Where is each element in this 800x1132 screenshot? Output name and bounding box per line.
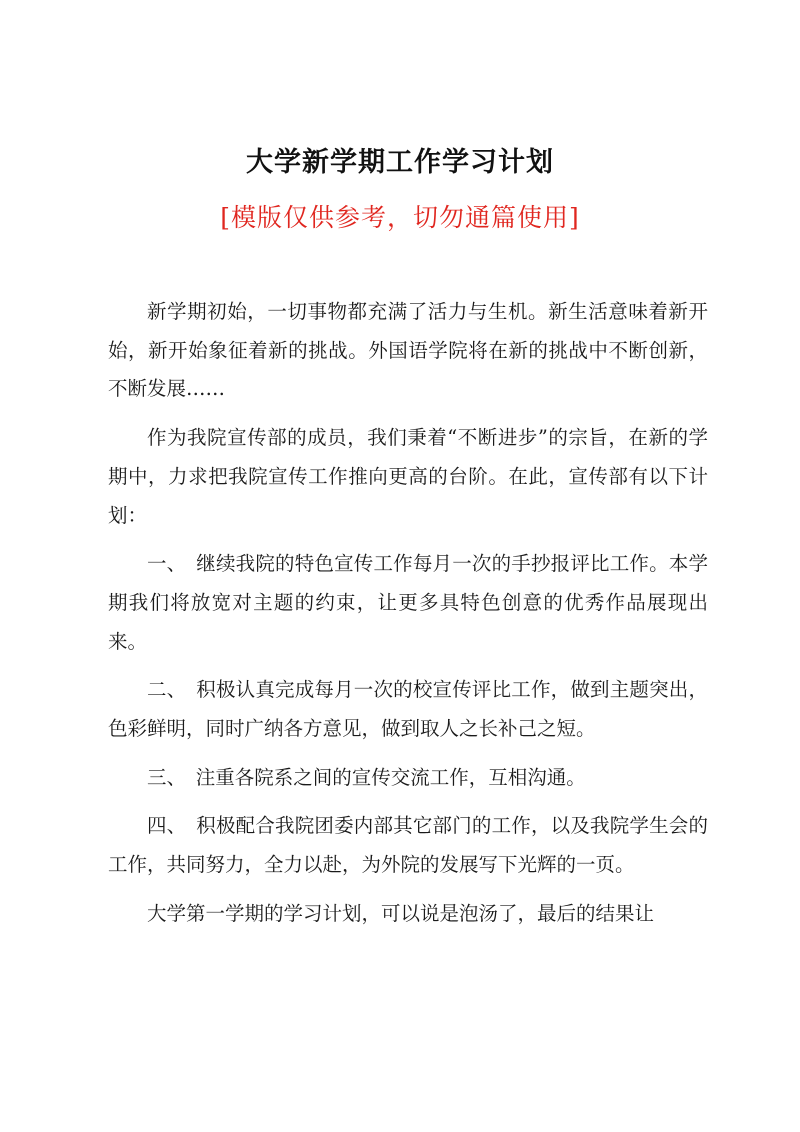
paragraph-role: 作为我院宣传部的成员，我们秉着“不断进步”的宗旨，在新的学期中，力求把我院宣传工作推向更高的台阶。在此，宣传部有以下计划：: [108, 426, 708, 527]
paragraph-plan-3: 三、 注重各院系之间的宣传交流工作，互相沟通。: [147, 765, 586, 789]
paragraph-study-plan: 大学第一学期的学习计划，可以说是泡汤了，最后的结果让: [147, 901, 655, 925]
paragraph-plan-2: 二、 积极认真完成每月一次的校宣传评比工作，做到主题突出，色彩鲜明，同时广纳各方意见，做到取人之长补己之短。: [108, 678, 708, 741]
paragraph-plan-1: 一、 继续我院的特色宣传工作每月一次的手抄报评比工作。本学期我们将放宽对主题的约束，让更多具特色创意的优秀作品展现出来。: [108, 552, 708, 653]
template-notice: [模版仅供参考，切勿通篇使用]: [220, 203, 580, 232]
document-body: [108, 293, 708, 934]
paragraph-plan-4: 四、 积极配合我院团委内部其它部门的工作，以及我院学生会的工作，共同努力，全力以赴，为外院的发展写下光辉的一页。: [108, 814, 708, 877]
document-title: 大学新学期工作学习计划: [246, 147, 554, 178]
paragraph-intro: 新学期初始，一切事物都充满了活力与生机。新生活意味着新开始，新开始象征着新的挑战。外国语学院将在新的挑战中不断创新，不断发展……: [108, 300, 708, 401]
